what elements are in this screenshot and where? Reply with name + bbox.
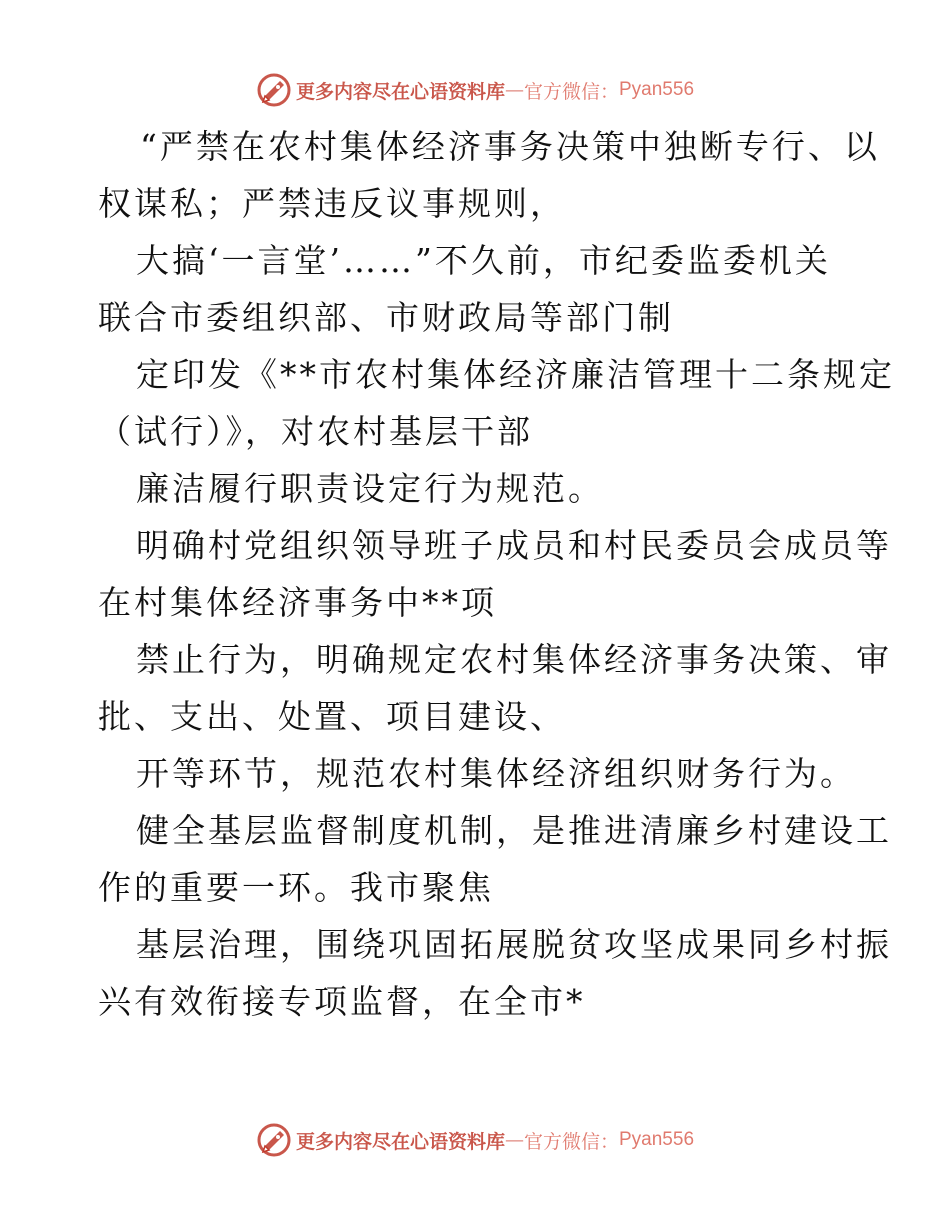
watermark-wechat-label: 官方微信： — [523, 1130, 619, 1153]
paragraph-line: 明确村党组织领导班子成员和村民委员会成员等 — [136, 526, 892, 565]
paragraph-line: 大搞‘一言堂’……”不久前，市纪委监委机关 — [136, 241, 831, 280]
footer-watermark — [0, 1120, 950, 1160]
paragraph-line: 批、支出、处置、项目建设、 — [98, 697, 566, 736]
paragraph-3 — [98, 346, 895, 460]
document-body — [98, 118, 895, 1030]
paragraph-line: 在村集体经济事务中**项 — [98, 583, 497, 622]
watermark-wechat-id: Pyan556 — [619, 79, 695, 100]
paragraph-line: 廉洁履行职责设定行为规范。 — [136, 469, 604, 508]
paragraph-6 — [98, 631, 892, 745]
paragraph-line: “严禁在农村集体经济事务决策中独断专行、以 — [140, 127, 880, 166]
paragraph-2 — [98, 232, 858, 346]
watermark-separator: — — [504, 1129, 524, 1151]
paragraph-9 — [98, 916, 892, 1030]
watermark-main-text: 更多内容尽在心语资料库 — [295, 80, 505, 103]
paragraph-line: （试行）》，对农村基层干部 — [98, 412, 533, 451]
pen-logo-icon — [256, 1122, 292, 1158]
watermark-wechat-label: 官方微信： — [523, 80, 619, 103]
paragraph-line: 定印发《**市农村集体经济廉洁管理十二条规定 — [136, 355, 895, 394]
paragraph-4 — [98, 460, 858, 517]
paragraph-line: 作的重要一环。我市聚焦 — [98, 868, 494, 907]
paragraph-line: 基层治理，围绕巩固拓展脱贫攻坚成果同乡村振 — [136, 925, 892, 964]
paragraph-line: 权谋私；严禁违反议事规则， — [98, 184, 566, 223]
paragraph-7 — [98, 745, 858, 802]
paragraph-line: 禁止行为，明确规定农村集体经济事务决策、审 — [136, 640, 892, 679]
paragraph-1 — [98, 118, 880, 232]
pen-logo-icon — [256, 72, 292, 108]
paragraph-5 — [98, 517, 892, 631]
paragraph-line: 开等环节，规范农村集体经济组织财务行为。 — [136, 754, 856, 793]
watermark-wechat-id: Pyan556 — [619, 1129, 695, 1150]
paragraph-line: 兴有效衔接专项监督，在全市* — [98, 982, 586, 1021]
watermark-separator: — — [504, 79, 524, 101]
paragraph-line: 健全基层监督制度机制，是推进清廉乡村建设工 — [136, 811, 892, 850]
header-watermark — [0, 70, 950, 110]
watermark-main-text: 更多内容尽在心语资料库 — [295, 1130, 505, 1153]
paragraph-8 — [98, 802, 892, 916]
paragraph-line: 联合市委组织部、市财政局等部门制 — [98, 298, 674, 337]
